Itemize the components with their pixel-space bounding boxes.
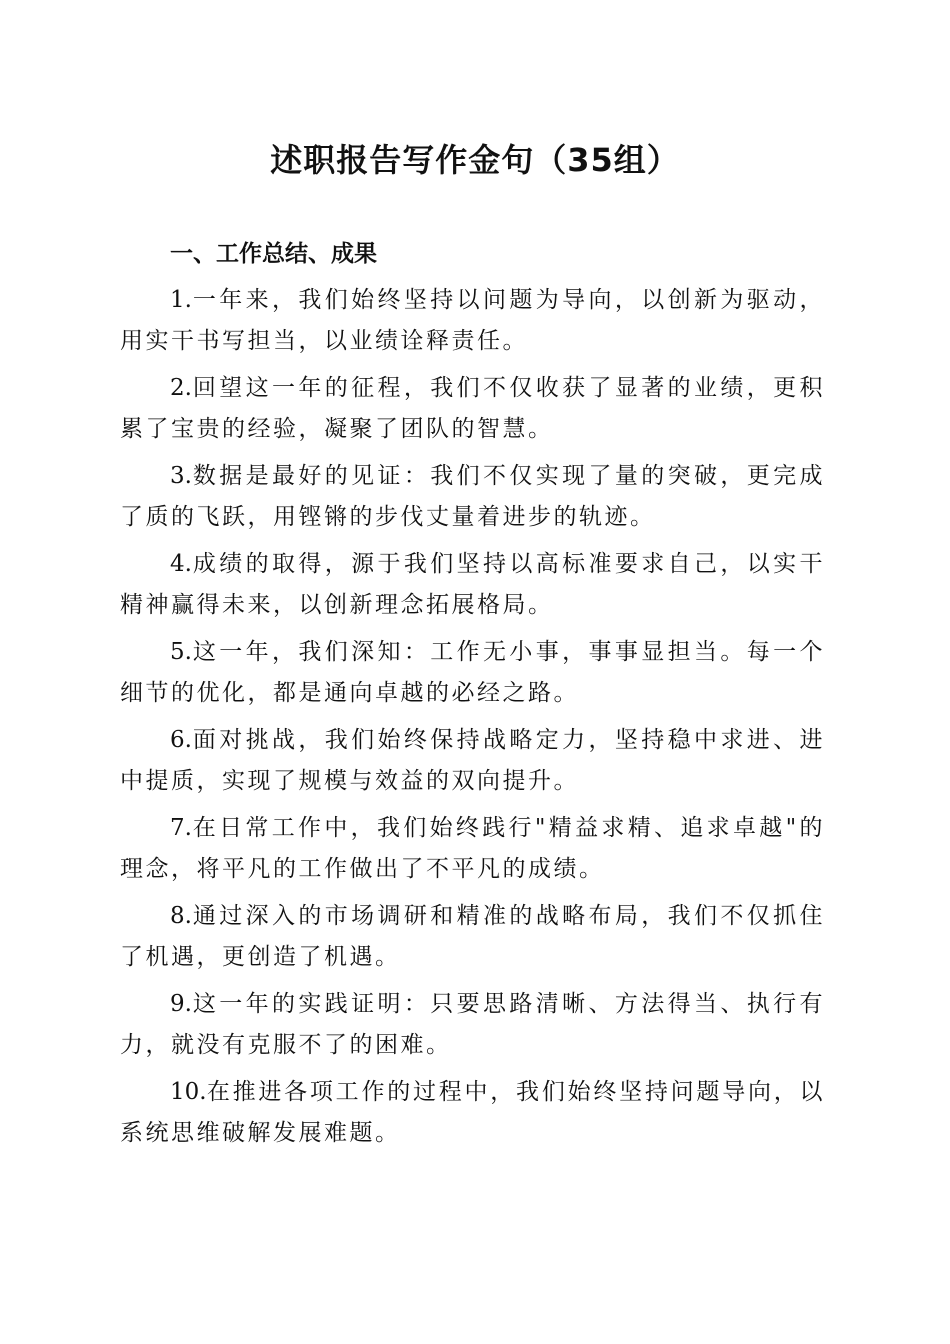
item-number: 10. xyxy=(170,1079,207,1105)
item-text: 在日常工作中，我们始终践行"精益求精、追求卓越"的理念，将平凡的工作做出了不平凡的成绩。 xyxy=(120,815,825,882)
item-text: 在推进各项工作的过程中，我们始终坚持问题导向，以系统思维破解发展难题。 xyxy=(120,1079,825,1146)
list-item xyxy=(120,632,825,714)
section-heading: 一、工作总结、成果 xyxy=(170,241,377,267)
item-number: 8. xyxy=(170,903,192,929)
list-item xyxy=(120,456,825,538)
item-number: 7. xyxy=(170,815,192,841)
list-item xyxy=(120,896,825,978)
item-number: 2. xyxy=(170,375,192,401)
list-item xyxy=(120,984,825,1066)
item-text: 这一年，我们深知：工作无小事，事事显担当。每一个细节的优化，都是通向卓越的必经之路。 xyxy=(120,639,825,706)
item-number: 4. xyxy=(170,551,192,577)
item-number: 9. xyxy=(170,991,192,1017)
item-text: 通过深入的市场调研和精准的战略布局，我们不仅抓住了机遇，更创造了机遇。 xyxy=(120,903,825,970)
list-item xyxy=(120,368,825,450)
item-text: 一年来，我们始终坚持以问题为导向，以创新为驱动，用实干书写担当，以业绩诠释责任。 xyxy=(120,287,825,354)
list-item xyxy=(120,544,825,626)
item-number: 6. xyxy=(170,727,192,753)
item-number: 5. xyxy=(170,639,192,665)
item-text: 回望这一年的征程，我们不仅收获了显著的业绩，更积累了宝贵的经验，凝聚了团队的智慧。 xyxy=(120,375,825,442)
list-item xyxy=(120,808,825,890)
item-number: 3. xyxy=(170,463,192,489)
item-number: 1. xyxy=(170,287,192,313)
item-list xyxy=(120,280,825,1160)
item-text: 这一年的实践证明：只要思路清晰、方法得当、执行有力，就没有克服不了的困难。 xyxy=(120,991,825,1058)
list-item xyxy=(120,720,825,802)
item-text: 成绩的取得，源于我们坚持以高标准要求自己，以实干精神赢得未来，以创新理念拓展格局。 xyxy=(120,551,825,618)
list-item xyxy=(120,280,825,362)
item-text: 面对挑战，我们始终保持战略定力，坚持稳中求进、进中提质，实现了规模与效益的双向提升。 xyxy=(120,727,825,794)
list-item xyxy=(120,1072,825,1154)
item-text: 数据是最好的见证：我们不仅实现了量的突破，更完成了质的飞跃，用铿锵的步伐丈量着进步的轨迹。 xyxy=(120,463,825,530)
document-title: 述职报告写作金句（35组） xyxy=(270,141,680,179)
